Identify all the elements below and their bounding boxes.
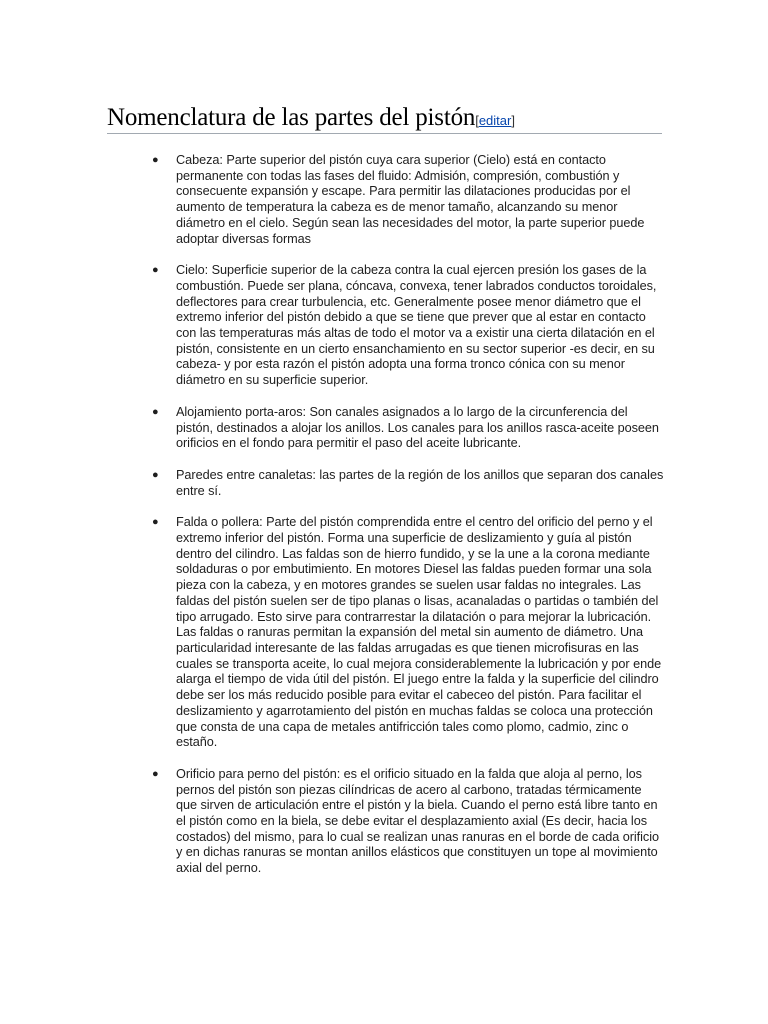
bullet-icon: ● — [152, 468, 159, 481]
edit-link[interactable]: editar — [478, 113, 512, 128]
bullet-icon: ● — [152, 154, 159, 166]
list-item — [150, 468, 664, 499]
list-item-text: Orificio para perno del pistón: es el orificio situado en la falda que aloja al perno, los pernos del pistón son piezas cilíndricas de acero al carbono, tratadas térmicamente que sirven de articulación entre el pistón y la biela. Cuando el perno está libre tanto en el pistón como en la biela, se debe evitar el desplazamiento axial (Es decir, hacia los costados) del mismo, para lo cual se realizan unas ranuras en el borde de cada orificio y en dichas ranuras se montan anillos elásticos que constituyen un tope al movimiento axial del perno. — [176, 766, 659, 876]
edit-bracket-open: [ — [475, 113, 479, 128]
bullet-icon: ● — [152, 405, 159, 418]
list-item — [150, 153, 664, 247]
list-item — [150, 515, 664, 751]
bullet-icon: ● — [152, 264, 159, 277]
edit-bracket-close: ] — [511, 113, 515, 128]
list-item — [150, 263, 664, 389]
list-item-text: Paredes entre canaletas: las partes de la región de los anillos que separan dos canales entre sí. — [176, 467, 664, 498]
list-item-text: Alojamiento porta-aros: Son canales asignados a lo largo de la circunferencia del pistón, destinados a alojar los anillos. Los canales para los anillos rasca-aceite poseen orificios en el fondo para permitir el paso del aceite lubricante. — [176, 404, 659, 451]
bullet-icon: ● — [152, 767, 159, 780]
list-item-text: Falda o pollera: Parte del pistón comprendida entre el centro del orificio del perno y el extremo inferior del pistón. Forma una superficie de deslizamiento y guía al pistón dentro del cilindro. Las faldas son de hierro fundido, y se la une a la corona mediante soldaduras o por embutimiento. En motores Diesel las faldas pueden formar una sola pieza con la cabeza, y en motores grandes se suelen usar faldas no integrales. Las faldas del pistón suelen ser de tipo planas o lisas, acanaladas o partidas o también del tipo arrugado. Esto sirve para contrarrestar la dilatación o para mejorar la lubricación. Las faldas o ranuras permitan la expansión del metal sin aumento de diámetro. Una particularidad interesante de las faldas arrugadas es que tienen microfisuras en las cuales se transporta aceite, lo cual mejora considerablemente la lubricación y por ende alarga el tiempo de vida útil del pistón. El juego entre la falda y la superficie del cilindro debe ser los más reducido posible para evitar el cabeceo del pistón. Para facilitar el deslizamiento y agarrotamiento del pistón en muchas faldas se coloca una protección que consta de una capa de metales antifricción tales como plomo, cadmio, zinc o estaño. — [176, 515, 662, 750]
section-heading — [107, 104, 662, 134]
bullet-icon: ● — [152, 516, 159, 529]
list-item-text: Cabeza: Parte superior del pistón cuya cara superior (Cielo) está en contacto permanente con todas las fases del fluido: Admisión, compresión, combustión y consecuente expansión y escape. Para permitir las dilataciones producidas por el aumento de temperatura la cabeza es de menor tamaño, alcanzando su menor diámetro en el cielo. Según sean las necesidades del motor, la parte superior puede adoptar diversas formas — [176, 153, 645, 246]
list-item — [150, 405, 664, 452]
parts-list — [150, 153, 664, 893]
list-item — [150, 767, 664, 877]
section-title: Nomenclatura de las partes del pistón — [107, 104, 476, 131]
edit-section-link-group — [475, 113, 515, 128]
list-item-text: Cielo: Superficie superior de la cabeza contra la cual ejercen presión los gases de la combustión. Puede ser plana, cóncava, convexa, tener labrados conductos toroidales, deflectores para crear turbulencia, etc. Generalmente posee menor diámetro que el extremo inferior del pistón debido a que se tiene que prever que al estar en contacto con las temperaturas más altas de todo el motor va a existir una cierta dilatación en el pistón, consistente en un cierto ensanchamiento en su sector superior -es decir, en su cabeza- y por esta razón el pistón adopta una forma tronco cónica con su menor diámetro en su superficie superior. — [176, 263, 657, 388]
